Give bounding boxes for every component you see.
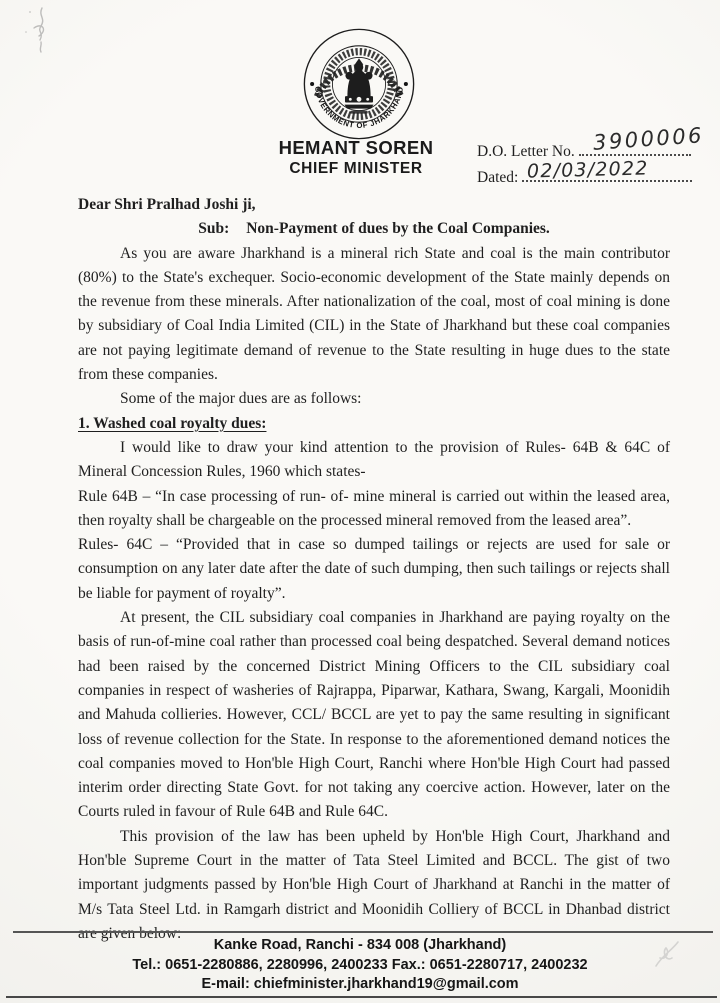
subject-line: [78, 217, 670, 241]
dated-label: Dated:: [477, 169, 519, 186]
letter-body: [78, 193, 670, 946]
paragraph-rules-attention: I would like to draw your kind attention to the provision of Rules- 64B & 64C of Mineral Concession Rules, 1960 which states-: [78, 438, 670, 481]
paragraph-major-dues-intro: Some of the major dues are as follows:: [120, 390, 362, 408]
footer-contact-block: [0, 936, 720, 995]
dated-row: [477, 157, 715, 192]
dated-handwritten-value: 02/03/2022: [526, 157, 649, 183]
jharkhand-government-seal: [300, 26, 418, 142]
do-letter-block: [477, 123, 715, 192]
footer-bottom-rule: [6, 996, 717, 998]
do-letter-no-label: D.O. Letter No.: [477, 143, 575, 160]
seal-government-of-jharkhand-text: GOVERNMENT OF JHARKHAND: [312, 85, 405, 131]
paragraph-rule-64b: Rule 64B – “In case processing of run- of- mine mineral is carried out within the leased area, then royalty shall be chargeable on the processed mineral removed from the leased area”.: [78, 487, 670, 529]
footer-top-rule: [13, 931, 713, 933]
minister-name: HEMANT SOREN: [278, 137, 434, 158]
footer-email: E-mail: chiefminister.jharkhand19@gmail.com: [201, 976, 519, 992]
paragraph-rule-64c: Rules- 64C – “Provided that in case so dumped tailings or rejects are used for sale or consumption on any later date after the date of such dumping, then such tailings or rejects shall be liable for payment of royalty”.: [78, 536, 670, 602]
footer-address: Kanke Road, Ranchi - 834 008 (Jharkhand): [213, 937, 507, 953]
pen-scribble-mark-bottom: [642, 928, 692, 983]
subject-label: Sub:: [198, 220, 230, 238]
footer-phone-fax: Tel.: 0651-2280886, 2280996, 2400233 Fax.: 0651-2280717, 2400232: [132, 956, 588, 973]
section-heading-washed-coal-royalty: 1. Washed coal royalty dues:: [78, 414, 267, 432]
subject-text: Non-Payment of dues by the Coal Companies.: [246, 220, 550, 238]
paragraph-court-upheld: This provision of the law has been upheld by Hon'ble High Court, Jharkhand and Hon'ble Supreme Court in the matter of Tata Steel Limited and BCCL. The gist of two important judgments passed by Hon'ble High Court of Jharkhand at Ranchi in the matter of M/s Tata Steel Ltd. in Ramgarh district and Moonidih Colliery of BCCL in Dhanbad district are given below:: [78, 827, 670, 942]
seal-left-dot: [310, 82, 314, 86]
satyameva-jayate-motto: [350, 111, 367, 114]
seal-right-dot: [404, 82, 408, 86]
do-letter-no-handwritten-value: 3900006: [592, 123, 705, 155]
paragraph-at-present: At present, the CIL subsidiary coal companies in Jharkhand are paying royalty on the basis of run-of-mine coal rather than processed coal being despatched. Several demand notices had been raised by the concerned District Mining Officers to the CIL subsidiary coal companies in respect of washeries of Rajrappa, Piparwar, Kathara, Swang, Kargali, Moonidih and Mahuda collieries. However, CCL/ BCCL are yet to pay the same resulting in significant loss of revenue collection for the State. In response to the aforementioned demand notices the coal companies moved to Hon'ble High Court, Ranchi where Hon'ble High Court had passed interim order directing State Govt. for not taking any coercive action. However, later on the Courts ruled in favour of Rule 64B and Rule 64C.: [78, 609, 670, 821]
paragraph-overview: As you are aware Jharkhand is a mineral rich State and coal is the main contributor (80%) to the State's exchequer. Socio-economic development of the State mainly depends on the revenue from these minerals. After nationalization of the coal, most of coal mining is done by subsidiary of Coal India Limited (CIL) in the State of Jharkhand but these coal companies are not paying legitimate demand of revenue to the State resulting in huge dues to the state from these companies.: [78, 244, 670, 384]
minister-title: CHIEF MINISTER: [289, 160, 423, 177]
pen-scribble-mark: [20, 2, 60, 66]
salutation: Dear Shri Pralhad Joshi ji,: [78, 196, 256, 213]
